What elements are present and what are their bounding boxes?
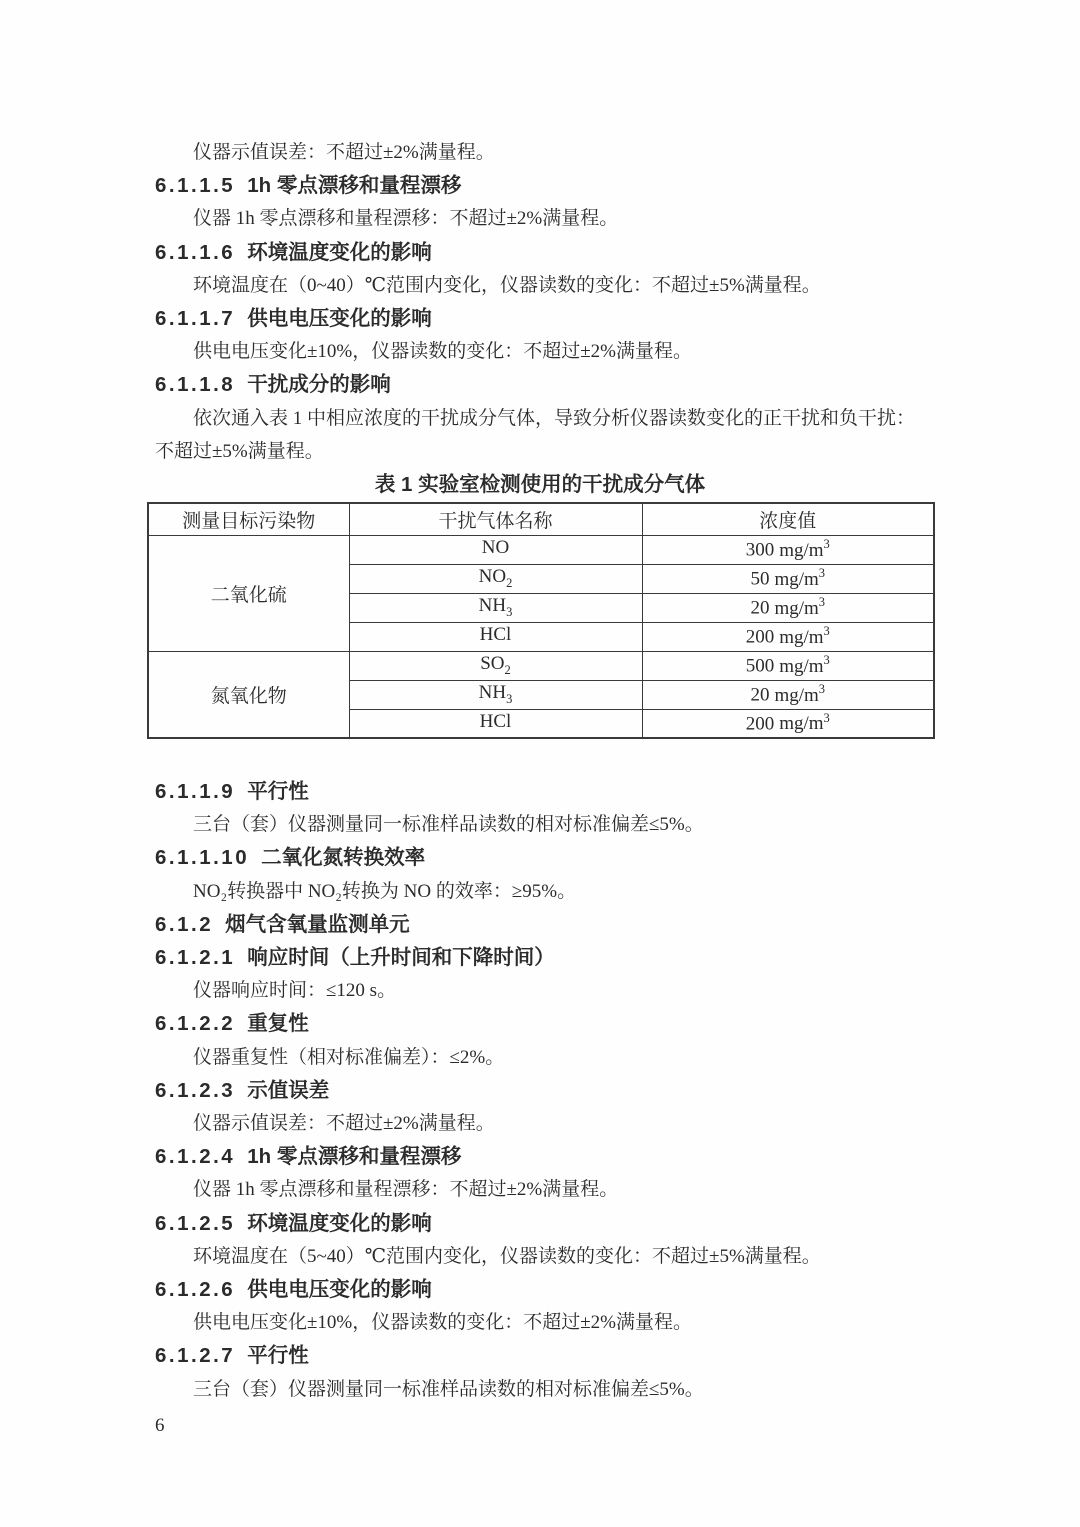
concentration-cell: [642, 535, 934, 564]
section-number: 6.1.1.7: [155, 307, 236, 331]
section-title: 1h 零点漂移和量程漂移: [247, 1145, 462, 1169]
table-row: [148, 535, 934, 564]
concentration-unit: mg/m: [779, 655, 824, 677]
concentration-value: 200: [745, 713, 775, 735]
concentration-value: 50: [750, 568, 770, 590]
section-title: 二氧化氮转换效率: [261, 846, 426, 870]
concentration-cell: [642, 593, 934, 622]
section-number: 6.1.2: [155, 912, 214, 936]
table-header-row: [148, 503, 934, 535]
section-heading: [155, 941, 965, 974]
concentration-unit-exponent: 3: [823, 711, 830, 726]
body-paragraph: 供电电压变化±10%，仪器读数的变化：不超过±2%满量程。: [193, 341, 693, 363]
section-heading: [155, 1007, 965, 1040]
section-number: 6.1.2.4: [155, 1145, 236, 1169]
body-paragraph: 仪器重复性（相对标准偏差）：≤2%。: [193, 1046, 505, 1068]
gas-formula-base: NH: [478, 595, 507, 617]
section-number: 6.1.2.7: [155, 1344, 236, 1368]
concentration-unit-exponent: 3: [818, 682, 826, 697]
body-paragraph: 仪器示值误差：不超过±2%满量程。: [193, 142, 495, 163]
section-heading: [155, 368, 965, 401]
gas-formula-subscript: 2: [506, 575, 513, 590]
concentration-unit-exponent: 3: [818, 595, 826, 610]
section-title: 示值误差: [247, 1078, 330, 1102]
gas-name-cell: [349, 709, 642, 738]
concentration-unit: mg/m: [774, 684, 819, 706]
gas-formula-subscript: 2: [504, 662, 511, 677]
section-number: 6.1.2.1: [155, 946, 236, 970]
section-title: 响应时间（上升时间和下降时间）: [247, 946, 555, 970]
gas-name-cell: [349, 593, 642, 622]
concentration-value: 500: [745, 655, 775, 677]
concentration-unit: mg/m: [774, 597, 819, 619]
section-number: 6.1.2.5: [155, 1211, 236, 1235]
concentration-cell: [642, 564, 934, 593]
gas-formula-base: HCl: [479, 710, 512, 732]
section-heading: [155, 841, 965, 874]
concentration-cell: [642, 680, 934, 709]
table-header-cell: 干扰气体名称: [349, 503, 642, 535]
body-paragraph: 供电电压变化±10%，仪器读数的变化：不超过±2%满量程。: [193, 1312, 693, 1334]
gas-name-cell: [349, 651, 642, 680]
table-caption: 表 1 实验室检测使用的干扰成分气体: [374, 473, 706, 497]
concentration-value: 20: [750, 597, 770, 619]
page-number: 6: [155, 1414, 165, 1436]
section-title: 烟气含氧量监测单元: [225, 912, 410, 936]
concentration-cell: [642, 622, 934, 651]
concentration-cell: [642, 709, 934, 738]
concentration-value: 300: [745, 539, 775, 561]
section-title: 平行性: [247, 780, 309, 804]
section-heading: [155, 1339, 965, 1372]
section-heading: [155, 775, 965, 808]
section-heading: [155, 908, 965, 941]
section-heading: [155, 1273, 965, 1306]
section-title: 环境温度变化的影响: [247, 240, 432, 264]
section-title: 环境温度变化的影响: [247, 1211, 432, 1235]
section-number: 6.1.1.9: [155, 780, 236, 804]
paragraph-line: 不超过±5%满量程。: [155, 440, 324, 462]
section-number: 6.1.2.2: [155, 1012, 236, 1036]
gas-name-cell: [349, 535, 642, 564]
concentration-unit-exponent: 3: [823, 653, 830, 668]
gas-formula-base: NO: [478, 566, 507, 588]
document-content: [155, 136, 965, 1406]
body-paragraph: 环境温度在（5~40）℃范围内变化，仪器读数的变化：不超过±5%满量程。: [193, 1245, 821, 1267]
body-paragraph: 仪器响应时间：≤120 s。: [193, 980, 397, 1002]
gas-formula-base: NH: [478, 682, 507, 704]
gas-name-cell: [349, 680, 642, 709]
concentration-unit-exponent: 3: [818, 566, 826, 581]
section-title: 供电电压变化的影响: [247, 1278, 432, 1302]
concentration-value: 20: [750, 684, 770, 706]
concentration-unit: mg/m: [774, 568, 819, 590]
pollutant-cell: 氮氧化物: [148, 651, 349, 738]
section-number: 6.1.1.10: [155, 846, 250, 870]
body-paragraph: 三台（套）仪器测量同一标准样品读数的相对标准偏差≤5%。: [193, 1378, 704, 1400]
gas-name-cell: [349, 564, 642, 593]
gas-formula-base: NO: [481, 537, 510, 559]
section-number: 6.1.2.3: [155, 1078, 236, 1102]
concentration-unit: mg/m: [779, 626, 824, 648]
concentration-unit-exponent: 3: [823, 537, 830, 552]
section-heading: [155, 169, 965, 202]
body-paragraph: [155, 402, 965, 468]
section-number: 6.1.2.6: [155, 1278, 236, 1302]
section-title: 1h 零点漂移和量程漂移: [247, 174, 462, 198]
body-paragraph: 仪器 1h 零点漂移和量程漂移：不超过±2%满量程。: [193, 208, 619, 230]
section-heading: [155, 236, 965, 269]
section-heading: [155, 1074, 965, 1107]
body-paragraph: 三台（套）仪器测量同一标准样品读数的相对标准偏差≤5%。: [193, 814, 704, 836]
section-heading: [155, 302, 965, 335]
interference-gas-table: [147, 502, 935, 739]
section-title: 平行性: [247, 1344, 309, 1368]
section-title: 干扰成分的影响: [247, 373, 391, 397]
body-paragraph: 仪器示值误差：不超过±2%满量程。: [193, 1113, 495, 1135]
section-title: 供电电压变化的影响: [247, 307, 432, 331]
body-paragraph: 环境温度在（0~40）℃范围内变化，仪器读数的变化：不超过±5%满量程。: [193, 274, 821, 296]
concentration-unit: mg/m: [779, 713, 824, 735]
table-header: [148, 503, 934, 535]
gas-name-cell: [349, 622, 642, 651]
section-heading: [155, 1140, 965, 1173]
section-title: 重复性: [247, 1012, 309, 1036]
table-header-cell: 浓度值: [642, 503, 934, 535]
body-paragraph: 仪器 1h 零点漂移和量程漂移：不超过±2%满量程。: [193, 1179, 619, 1201]
concentration-unit: mg/m: [779, 539, 824, 561]
section-number: 6.1.1.6: [155, 240, 236, 264]
pollutant-cell: 二氧化硫: [148, 535, 349, 651]
table-row: [148, 651, 934, 680]
gas-formula-subscript: 3: [506, 691, 513, 706]
gas-formula-base: SO: [480, 653, 505, 675]
gas-formula-base: HCl: [479, 624, 512, 646]
section-number: 6.1.1.8: [155, 373, 236, 397]
gas-formula-subscript: 3: [506, 604, 513, 619]
table-body: [148, 535, 934, 738]
section-number: 6.1.1.5: [155, 174, 236, 198]
table-header-cell: 测量目标污染物: [148, 503, 349, 535]
concentration-cell: [642, 651, 934, 680]
concentration-value: 200: [745, 626, 775, 648]
body-paragraph: NO₂转换器中 NO₂转换为 NO 的效率：≥95%。: [193, 880, 577, 902]
section-heading: [155, 1207, 965, 1240]
concentration-unit-exponent: 3: [823, 624, 830, 639]
paragraph-line: 依次通入表 1 中相应浓度的干扰成分气体，导致分析仪器读数变化的正干扰和负干扰：: [193, 407, 916, 429]
